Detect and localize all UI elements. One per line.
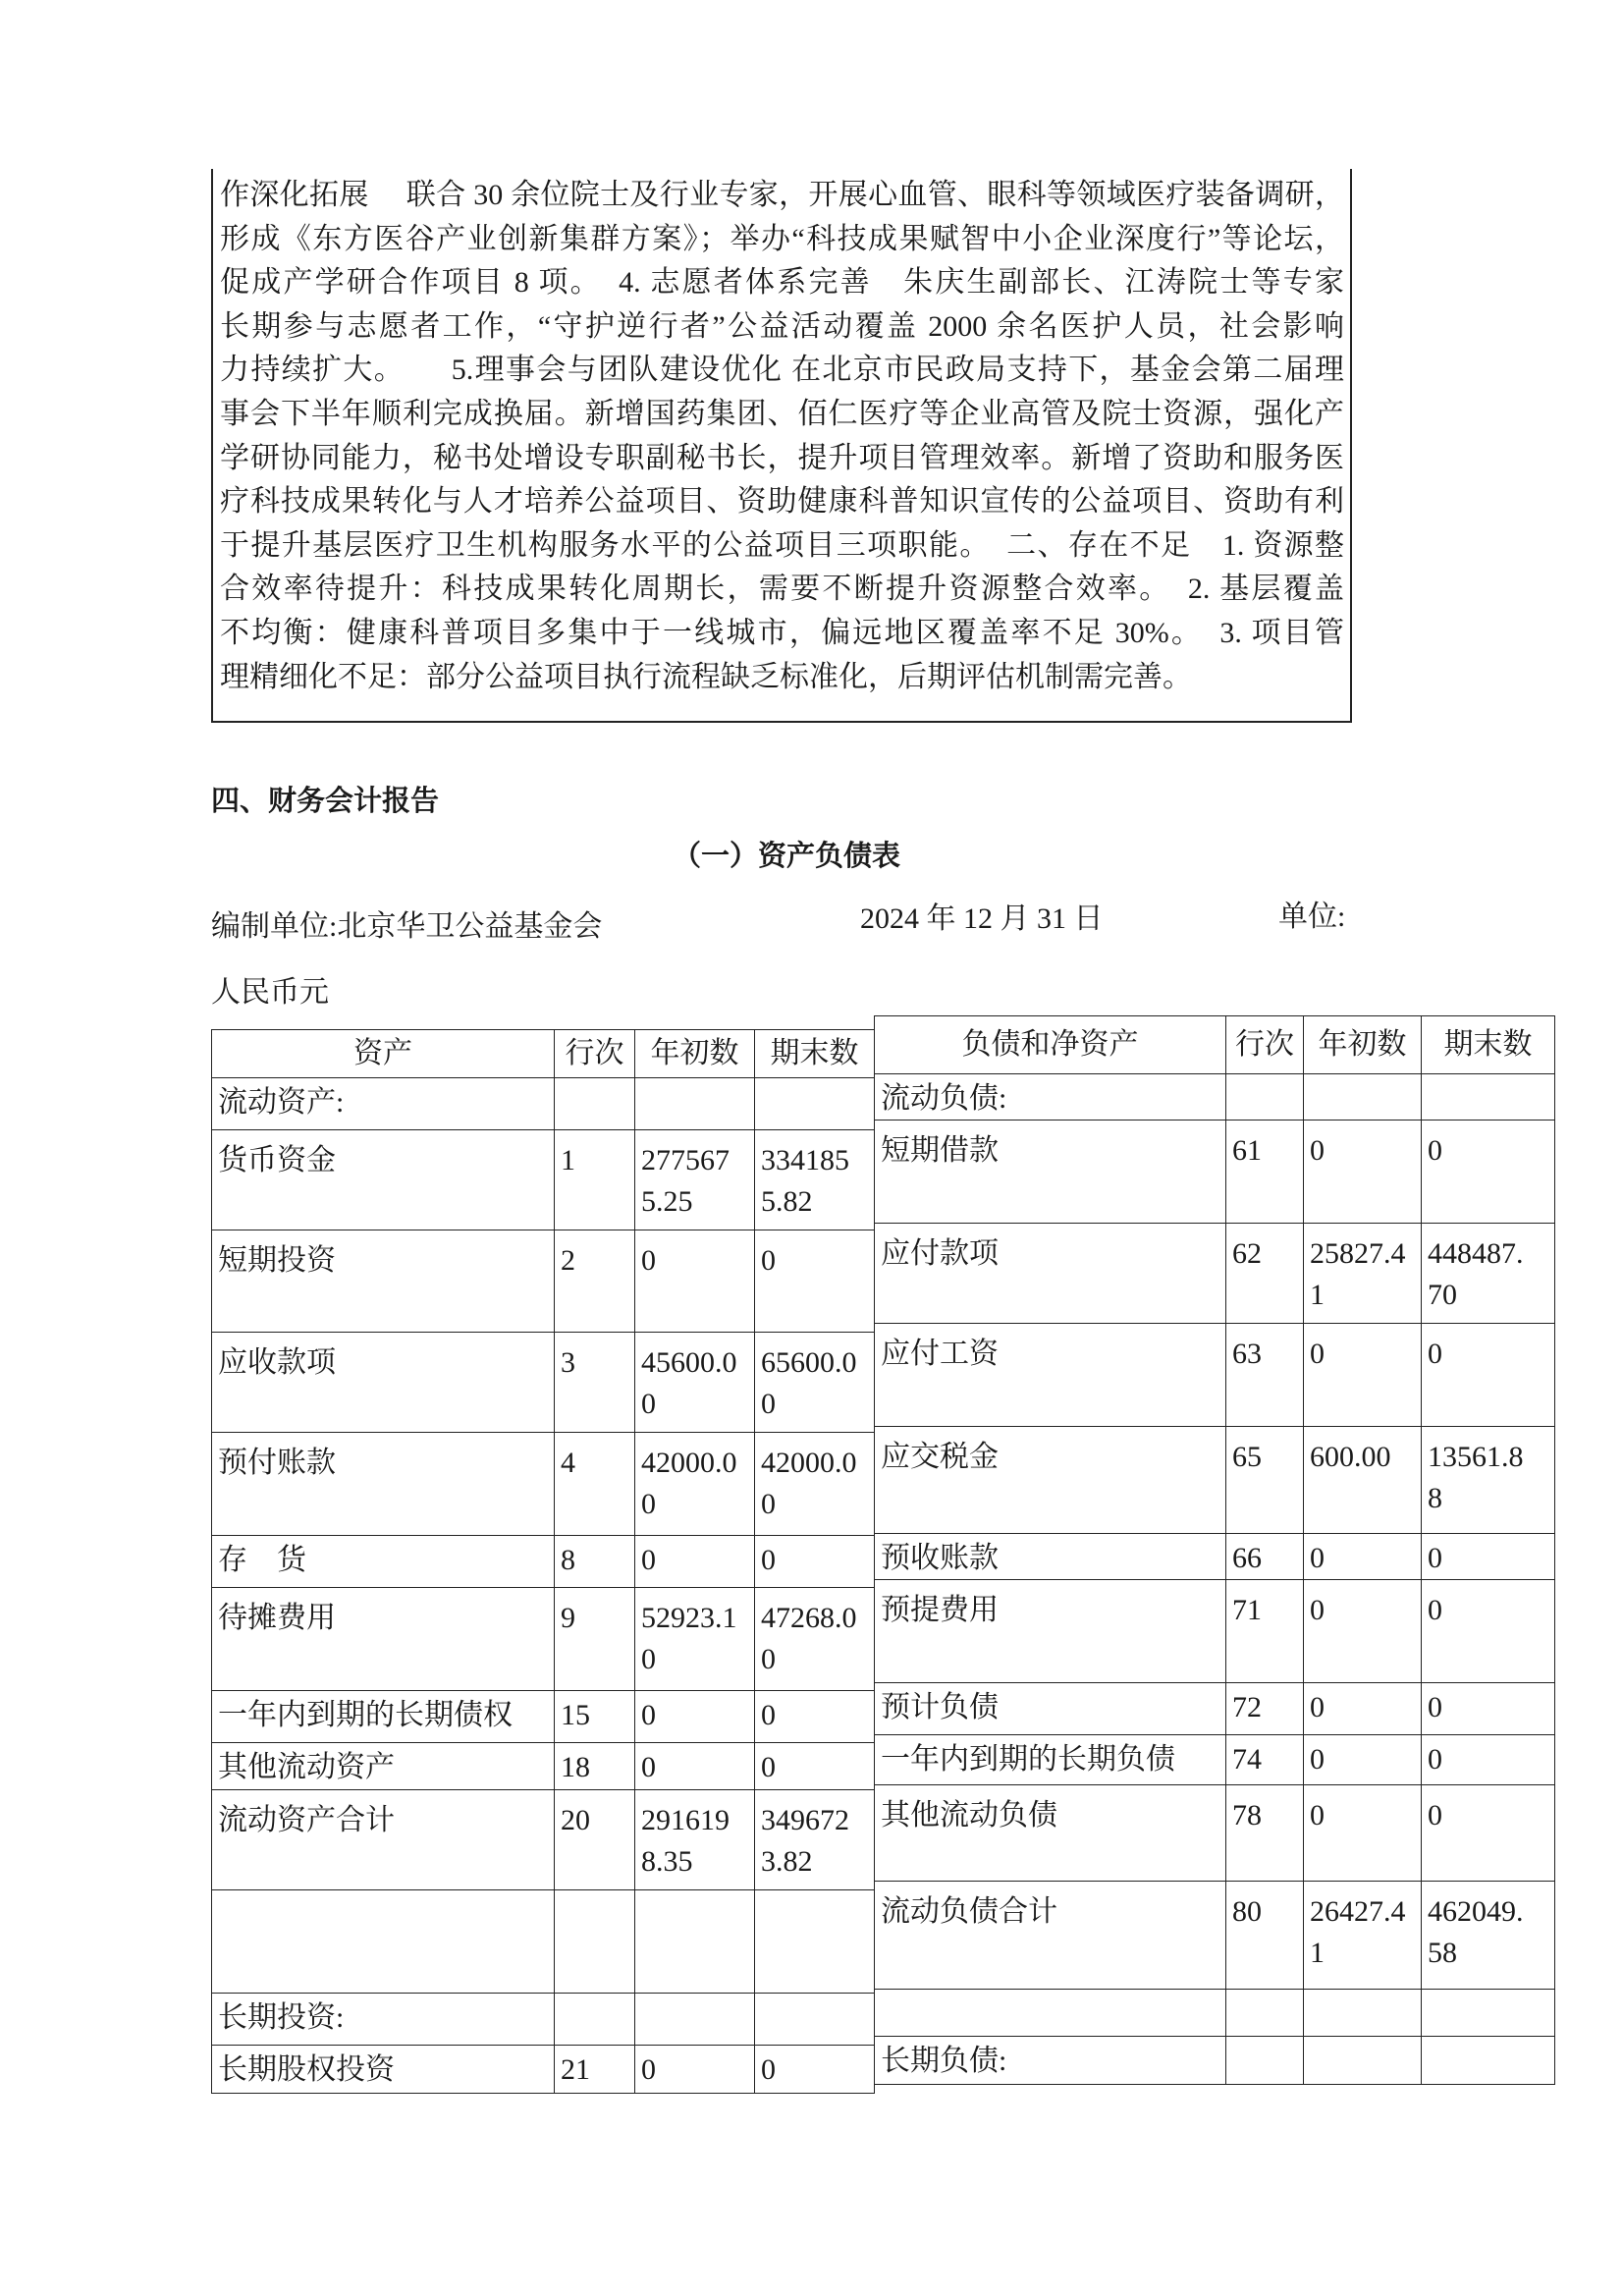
cell-line-no: 78 <box>1226 1785 1304 1882</box>
text-line: 事会下半年顺利完成换届。新增国药集团、佰仁医疗等企业高管及院士资源，强化产 <box>220 397 1344 430</box>
cell-opening-balance <box>635 1994 755 2046</box>
cell-opening-balance <box>1304 1580 1422 1683</box>
closing-balance-value: 462049.58 <box>1428 1895 1524 1969</box>
table-row <box>875 1580 1555 1683</box>
cell-item: 流动资产: <box>212 1078 555 1130</box>
cell-closing-balance <box>1422 1580 1555 1683</box>
cell-item: 预付账款 <box>212 1433 555 1536</box>
closing-balance-value: 3341855.82 <box>761 1144 849 1218</box>
table-row <box>875 1785 1555 1882</box>
opening-balance-value: 0 <box>1310 1691 1325 1723</box>
cell-closing-balance <box>755 1743 875 1790</box>
cell-item <box>875 1990 1226 2037</box>
closing-balance-value: 0 <box>1428 1799 1442 1831</box>
report-date: 2024 年 12 月 31 日 <box>860 902 1104 935</box>
cell-line-no: 72 <box>1226 1683 1304 1735</box>
cell-opening-balance <box>1304 1121 1422 1224</box>
preparer-label: 编制单位:北京华卫公益基金会 <box>211 910 603 943</box>
opening-balance-value: 0 <box>1310 1594 1325 1626</box>
table-row <box>875 1882 1555 1990</box>
column-header-item: 负债和净资产 <box>875 1016 1226 1074</box>
cell-closing-balance <box>755 1588 875 1691</box>
cell-opening-balance <box>1304 1882 1422 1990</box>
cell-closing-balance <box>1422 1882 1555 1990</box>
cell-closing-balance <box>755 2046 875 2094</box>
cell-opening-balance <box>1304 1074 1422 1121</box>
closing-balance-value: 0 <box>1428 1691 1442 1723</box>
cell-closing-balance <box>1422 1074 1555 1121</box>
cell-opening-balance <box>635 1691 755 1743</box>
cell-closing-balance <box>1422 1534 1555 1580</box>
table-row <box>212 1333 875 1433</box>
cell-line-no: 4 <box>555 1433 635 1536</box>
cell-item: 预计负债 <box>875 1683 1226 1735</box>
cell-item: 预提费用 <box>875 1580 1226 1683</box>
section-heading: 四、财务会计报告 <box>211 786 440 817</box>
cell-closing-balance <box>1422 1990 1555 2037</box>
table-row <box>212 1790 875 1890</box>
text-line: 不均衡：健康科普项目多集中于一线城市，偏远地区覆盖率不足 30%。 3. 项目管 <box>220 616 1344 649</box>
column-header-item: 资产 <box>212 1030 555 1078</box>
column-header-line-no: 行次 <box>555 1030 635 1078</box>
cell-opening-balance <box>635 1078 755 1130</box>
cell-closing-balance <box>755 1333 875 1433</box>
cell-closing-balance <box>1422 1121 1555 1224</box>
cell-line-no <box>555 1078 635 1130</box>
cell-item: 流动资产合计 <box>212 1790 555 1890</box>
cell-line-no: 65 <box>1226 1427 1304 1534</box>
continuation-text-box <box>211 169 1352 723</box>
cell-item: 短期投资 <box>212 1230 555 1333</box>
table-row <box>875 2037 1555 2085</box>
cell-line-no: 1 <box>555 1130 635 1230</box>
statement-title: （一）资产负债表 <box>672 841 900 872</box>
text-line: 长期参与志愿者工作，“守护逆行者”公益活动覆盖 2000 余名医护人员，社会影响 <box>220 309 1344 343</box>
cell-line-no: 63 <box>1226 1324 1304 1427</box>
cell-closing-balance <box>1422 1785 1555 1882</box>
table-row <box>875 1324 1555 1427</box>
cell-closing-balance <box>755 1691 875 1743</box>
column-header-line-no: 行次 <box>1226 1016 1304 1074</box>
cell-line-no: 15 <box>555 1691 635 1743</box>
cell-closing-balance <box>755 1994 875 2046</box>
cell-closing-balance <box>755 1433 875 1536</box>
opening-balance-value: 600.00 <box>1310 1441 1391 1473</box>
table-row <box>212 1743 875 1790</box>
table-row <box>875 1427 1555 1534</box>
cell-closing-balance <box>1422 2037 1555 2085</box>
opening-balance-value: 0 <box>1310 1542 1325 1574</box>
cell-item: 应付工资 <box>875 1324 1226 1427</box>
cell-item: 其他流动资产 <box>212 1743 555 1790</box>
opening-balance-value: 25827.41 <box>1310 1237 1406 1311</box>
closing-balance-value: 0 <box>1428 1594 1442 1626</box>
cell-opening-balance <box>635 1333 755 1433</box>
cell-closing-balance <box>1422 1224 1555 1324</box>
assets-table-body <box>212 1030 875 2094</box>
cell-line-no: 20 <box>555 1790 635 1890</box>
cell-line-no: 74 <box>1226 1735 1304 1785</box>
opening-balance-value: 0 <box>641 1751 656 1783</box>
opening-balance-value: 2775675.25 <box>641 1144 730 1218</box>
table-header-row <box>212 1030 875 1078</box>
cell-closing-balance <box>755 1230 875 1333</box>
closing-balance-value: 65600.00 <box>761 1346 857 1420</box>
cell-line-no: 21 <box>555 2046 635 2094</box>
cell-item: 货币资金 <box>212 1130 555 1230</box>
opening-balance-value: 0 <box>1310 1743 1325 1776</box>
assets-table <box>211 1029 875 2094</box>
cell-item: 流动负债: <box>875 1074 1226 1121</box>
closing-balance-value: 0 <box>761 1544 776 1576</box>
cell-closing-balance <box>755 1078 875 1130</box>
cell-line-no <box>555 1890 635 1994</box>
closing-balance-value: 0 <box>761 2053 776 2086</box>
cell-item: 长期负债: <box>875 2037 1226 2085</box>
cell-opening-balance <box>1304 1324 1422 1427</box>
column-header-closing-balance: 期末数 <box>755 1030 875 1078</box>
table-row <box>875 1224 1555 1324</box>
table-row <box>212 1890 875 1994</box>
cell-item: 应交税金 <box>875 1427 1226 1534</box>
closing-balance-value: 0 <box>761 1751 776 1783</box>
cell-line-no: 2 <box>555 1230 635 1333</box>
liabilities-table <box>874 1015 1555 2085</box>
opening-balance-value: 45600.00 <box>641 1346 737 1420</box>
cell-opening-balance <box>1304 1427 1422 1534</box>
cell-item: 短期借款 <box>875 1121 1226 1224</box>
table-header-row <box>875 1016 1555 1074</box>
cell-line-no: 61 <box>1226 1121 1304 1224</box>
table-row <box>212 1078 875 1130</box>
opening-balance-value: 0 <box>641 1699 656 1731</box>
closing-balance-value: 448487.70 <box>1428 1237 1524 1311</box>
cell-item: 存 货 <box>212 1536 555 1588</box>
table-row <box>875 1534 1555 1580</box>
cell-closing-balance <box>1422 1324 1555 1427</box>
closing-balance-value: 0 <box>761 1699 776 1731</box>
table-row <box>212 1691 875 1743</box>
cell-line-no: 3 <box>555 1333 635 1433</box>
table-row <box>212 1536 875 1588</box>
cell-line-no: 80 <box>1226 1882 1304 1990</box>
unit-label: 单位: <box>1278 901 1346 933</box>
cell-closing-balance <box>1422 1735 1555 1785</box>
cell-opening-balance <box>1304 1785 1422 1882</box>
cell-line-no: 66 <box>1226 1534 1304 1580</box>
closing-balance-value: 0 <box>1428 1743 1442 1776</box>
cell-opening-balance <box>1304 1224 1422 1324</box>
table-row <box>875 1121 1555 1224</box>
cell-line-no <box>555 1994 635 2046</box>
cell-line-no <box>1226 2037 1304 2085</box>
cell-line-no: 18 <box>555 1743 635 1790</box>
closing-balance-value: 0 <box>761 1244 776 1277</box>
text-line: 学研协同能力，秘书处增设专职副秘书长，提升项目管理效率。新增了资助和服务医 <box>220 441 1344 474</box>
cell-item: 应付款项 <box>875 1224 1226 1324</box>
cell-opening-balance <box>635 2046 755 2094</box>
cell-line-no <box>1226 1990 1304 2037</box>
opening-balance-value: 2916198.35 <box>641 1804 730 1878</box>
cell-opening-balance <box>635 1536 755 1588</box>
opening-balance-value: 0 <box>641 1544 656 1576</box>
column-header-closing-balance: 期末数 <box>1422 1016 1555 1074</box>
closing-balance-value: 0 <box>1428 1134 1442 1167</box>
opening-balance-value: 26427.41 <box>1310 1895 1406 1969</box>
cell-line-no: 62 <box>1226 1224 1304 1324</box>
cell-opening-balance <box>1304 1683 1422 1735</box>
cell-closing-balance <box>1422 1427 1555 1534</box>
cell-line-no <box>1226 1074 1304 1121</box>
text-line: 力持续扩大。 5.理事会与团队建设优化 在北京市民政局支持下，基金会第二届理 <box>220 354 1344 387</box>
table-row <box>875 1683 1555 1735</box>
cell-line-no: 9 <box>555 1588 635 1691</box>
cell-closing-balance <box>755 1130 875 1230</box>
text-line: 促成产学研合作项目 8 项。 4. 志愿者体系完善 朱庆生副部长、江涛院士等专家 <box>220 266 1344 300</box>
cell-item: 长期股权投资 <box>212 2046 555 2094</box>
opening-balance-value: 52923.10 <box>641 1602 737 1675</box>
closing-balance-value: 42000.00 <box>761 1447 857 1520</box>
cell-item: 应收款项 <box>212 1333 555 1433</box>
closing-balance-value: 0 <box>1428 1542 1442 1574</box>
table-row <box>212 1130 875 1230</box>
table-row <box>212 1230 875 1333</box>
table-row <box>875 1990 1555 2037</box>
opening-balance-value: 0 <box>1310 1799 1325 1831</box>
closing-balance-value: 3496723.82 <box>761 1804 849 1878</box>
cell-opening-balance <box>1304 1990 1422 2037</box>
opening-balance-value: 0 <box>641 1244 656 1277</box>
opening-balance-value: 0 <box>1310 1338 1325 1370</box>
cell-opening-balance <box>635 1790 755 1890</box>
cell-item: 待摊费用 <box>212 1588 555 1691</box>
cell-item: 流动负债合计 <box>875 1882 1226 1990</box>
opening-balance-value: 42000.00 <box>641 1447 737 1520</box>
cell-item: 一年内到期的长期债权 <box>212 1691 555 1743</box>
cell-item <box>212 1890 555 1994</box>
cell-item: 一年内到期的长期负债 <box>875 1735 1226 1785</box>
opening-balance-value: 0 <box>1310 1134 1325 1167</box>
cell-closing-balance <box>755 1890 875 1994</box>
cell-closing-balance <box>1422 1683 1555 1735</box>
table-row <box>212 1994 875 2046</box>
closing-balance-value: 47268.00 <box>761 1602 857 1675</box>
closing-balance-value: 0 <box>1428 1338 1442 1370</box>
table-row <box>212 2046 875 2094</box>
text-line: 合效率待提升：科技成果转化周期长，需要不断提升资源整合效率。 2. 基层覆盖 <box>220 573 1344 606</box>
cell-opening-balance <box>635 1230 755 1333</box>
cell-opening-balance <box>1304 1534 1422 1580</box>
text-line: 理精细化不足：部分公益项目执行流程缺乏标准化，后期评估机制需完善。 <box>220 660 1192 693</box>
cell-opening-balance <box>635 1433 755 1536</box>
column-header-opening-balance: 年初数 <box>635 1030 755 1078</box>
table-row <box>212 1433 875 1536</box>
text-line: 形成《东方医谷产业创新集群方案》；举办“科技成果赋智中小企业深度行”等论坛， <box>220 222 1344 255</box>
cell-opening-balance <box>635 1743 755 1790</box>
cell-opening-balance <box>1304 2037 1422 2085</box>
cell-item: 其他流动负债 <box>875 1785 1226 1882</box>
cell-opening-balance <box>635 1588 755 1691</box>
cell-opening-balance <box>635 1890 755 1994</box>
table-row <box>212 1588 875 1691</box>
cell-closing-balance <box>755 1536 875 1588</box>
closing-balance-value: 13561.88 <box>1428 1441 1524 1514</box>
table-row <box>875 1074 1555 1121</box>
cell-opening-balance <box>1304 1735 1422 1785</box>
column-header-opening-balance: 年初数 <box>1304 1016 1422 1074</box>
cell-item: 预收账款 <box>875 1534 1226 1580</box>
cell-opening-balance <box>635 1130 755 1230</box>
cell-item: 长期投资: <box>212 1994 555 2046</box>
cell-line-no: 71 <box>1226 1580 1304 1683</box>
table-row <box>875 1735 1555 1785</box>
currency-unit: 人民币元 <box>211 976 329 1009</box>
cell-closing-balance <box>755 1790 875 1890</box>
liabilities-table-body <box>875 1016 1555 2085</box>
opening-balance-value: 0 <box>641 2053 656 2086</box>
text-line: 于提升基层医疗卫生机构服务水平的公益项目三项职能。 二、存在不足 1. 资源整 <box>220 528 1344 562</box>
text-line: 作深化拓展 联合 30 余位院士及行业专家，开展心血管、眼科等领域医疗装备调研， <box>220 179 1344 211</box>
cell-line-no: 8 <box>555 1536 635 1588</box>
text-line: 疗科技成果转化与人才培养公益项目、资助健康科普知识宣传的公益项目、资助有利 <box>220 485 1344 519</box>
